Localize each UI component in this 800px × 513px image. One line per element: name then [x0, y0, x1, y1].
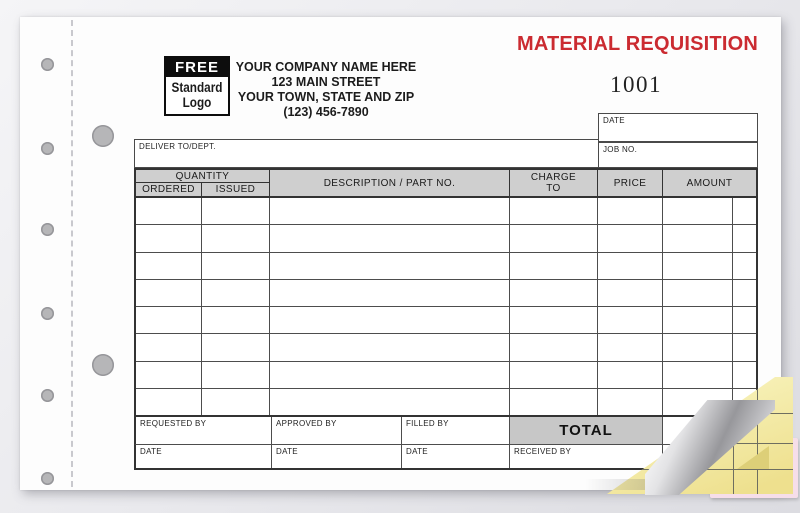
table-cell [270, 225, 510, 251]
table-cell [510, 280, 598, 306]
punch-hole-small [41, 58, 54, 71]
issued-column-header: ISSUED [202, 183, 270, 196]
table-cell [202, 362, 270, 388]
deliver-to-field [134, 139, 599, 168]
form-title: MATERIAL REQUISITION [516, 33, 758, 55]
table-cell [510, 198, 598, 224]
table-cell [663, 334, 733, 360]
received-by-label: RECEIVED BY [514, 447, 572, 456]
total-cell: TOTAL [510, 417, 663, 444]
date-field [598, 113, 758, 142]
table-cell [598, 198, 663, 224]
job-no-field-label: JOB NO. [603, 145, 638, 154]
table-cell [136, 253, 202, 279]
table-row [136, 280, 756, 307]
table-cell [733, 280, 756, 306]
requested-date-label: DATE [140, 447, 162, 456]
table-cell [733, 334, 756, 360]
filled-by-cell [402, 417, 510, 444]
received-by-cell [510, 445, 663, 468]
company-city: YOUR TOWN, STATE AND ZIP [237, 89, 415, 104]
requisition-form-sheet [20, 17, 781, 490]
table-cell [598, 225, 663, 251]
table-cell [598, 362, 663, 388]
description-column-header: DESCRIPTION / PART NO. [270, 170, 510, 196]
table-cell [733, 307, 756, 333]
company-phone: (123) 456-7890 [283, 104, 369, 119]
logo-standard-label: Standard [171, 79, 223, 95]
table-cell [663, 307, 733, 333]
table-row [136, 362, 756, 389]
ordered-column-header: ORDERED [136, 183, 202, 196]
requested-date-cell [136, 445, 272, 468]
company-block [220, 59, 432, 119]
approved-by-label: APPROVED BY [276, 419, 337, 428]
table-cell [270, 334, 510, 360]
charge-to-column-header-text: CHARGE TO [530, 172, 577, 194]
approved-by-cell [272, 417, 402, 444]
approved-date-cell [272, 445, 402, 468]
table-cell [598, 307, 663, 333]
table-cell [270, 389, 510, 415]
date-field-label: DATE [603, 116, 625, 125]
company-name: YOUR COMPANY NAME HERE [235, 59, 417, 74]
approved-date-label: DATE [276, 447, 298, 456]
table-row [136, 307, 756, 334]
table-cell [663, 253, 733, 279]
table-cell [202, 307, 270, 333]
table-cell [202, 389, 270, 415]
requested-by-label: REQUESTED BY [140, 419, 207, 428]
table-cell [136, 389, 202, 415]
company-street: 123 MAIN STREET [271, 74, 381, 89]
perforation-line [71, 20, 73, 487]
punch-hole-small [41, 307, 54, 320]
filled-date-cell [402, 445, 510, 468]
table-row [136, 334, 756, 361]
table-cell [663, 362, 733, 388]
table-body [134, 198, 758, 415]
table-cell [733, 225, 756, 251]
table-row [136, 198, 756, 225]
table-row [136, 253, 756, 280]
table-cell [510, 389, 598, 415]
table-cell [202, 280, 270, 306]
logo-free-label: FREE [166, 58, 228, 77]
table-cell [136, 362, 202, 388]
table-cell [510, 362, 598, 388]
table-row [136, 389, 756, 415]
punch-hole-small [41, 223, 54, 236]
table-cell [270, 280, 510, 306]
table-cell [136, 225, 202, 251]
price-column-header: PRICE [598, 170, 663, 196]
table-cell [510, 225, 598, 251]
table-header [134, 168, 758, 198]
table-cell [598, 334, 663, 360]
table-cell [202, 225, 270, 251]
punch-hole-small [41, 389, 54, 402]
charge-to-column-header [510, 170, 598, 196]
table-cell [598, 280, 663, 306]
table-cell [663, 225, 733, 251]
table-cell [136, 280, 202, 306]
table-cell [270, 362, 510, 388]
logo-logo-label: Logo [182, 94, 212, 110]
quantity-group-header: QUANTITY [136, 170, 270, 183]
deliver-to-field-label: DELIVER TO/DEPT. [139, 142, 216, 151]
table-cell [663, 280, 733, 306]
table-cell [202, 334, 270, 360]
table-cell [202, 198, 270, 224]
table-cell [136, 198, 202, 224]
table-cell [733, 253, 756, 279]
job-no-field [598, 142, 758, 168]
amount-column-header: AMOUNT [686, 177, 733, 189]
table-cell [510, 307, 598, 333]
punch-hole-small [41, 472, 54, 485]
requested-by-cell [136, 417, 272, 444]
table-cell [510, 334, 598, 360]
punch-hole-large [92, 354, 114, 376]
filled-by-label: FILLED BY [406, 419, 449, 428]
table-cell [598, 389, 663, 415]
table-cell [598, 253, 663, 279]
table-cell [733, 362, 756, 388]
signature-row [134, 415, 758, 444]
table-cell [136, 334, 202, 360]
punch-hole-small [41, 142, 54, 155]
table-cell [202, 253, 270, 279]
filled-date-label: DATE [406, 447, 428, 456]
page-lift-shadow [585, 479, 653, 490]
punch-hole-large [92, 125, 114, 147]
table-cell [270, 198, 510, 224]
table-cell [270, 253, 510, 279]
table-cell [136, 307, 202, 333]
form-number: 1001 [610, 72, 662, 97]
table-cell [733, 198, 756, 224]
table-cell [510, 253, 598, 279]
table-cell [270, 307, 510, 333]
table-row [136, 225, 756, 252]
table-cell [663, 198, 733, 224]
